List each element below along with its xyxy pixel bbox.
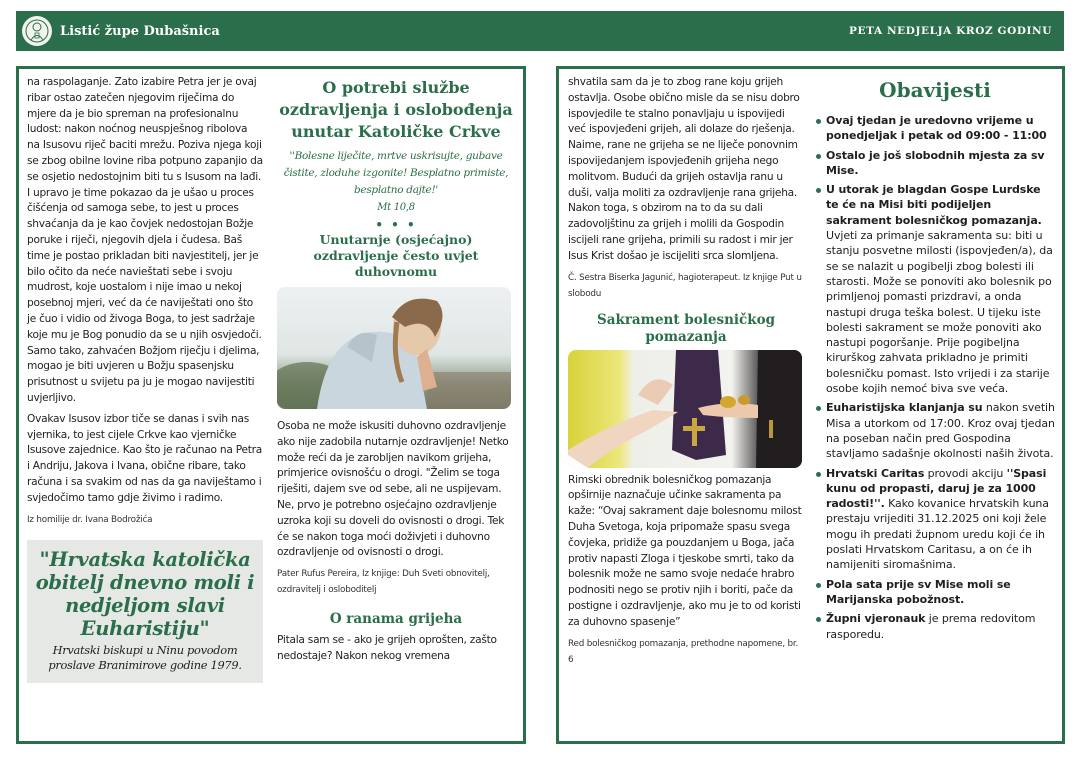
newsletter-header xyxy=(16,11,1064,51)
saint-medallion-icon xyxy=(22,16,52,46)
announcement-item: Ostalo je još slobodnih mjesta za sv Mise. xyxy=(815,148,1055,179)
right-page xyxy=(556,66,1065,744)
inner-healing-text: Osoba ne može iskusiti duhovno ozdravljenje ako nije zadobila nutarnje ozdravljenje! Netko može reći da je zarobljen navikom grijeha, primjerice ovisnošću o drogi. "Želim se toga riješiti, dajem sve od sebe, ali ne uspijevam. Ne, prvo je potrebno osjećajno ozdravljenje uzroka koji su doveli do ovisnosti o drogi. Tek će se nakon toga moći doživjeti i duhovno ozdravljenje od ovisnosti o drogi. xyxy=(277,420,509,559)
anointing-text: Rimski obrednik bolesničkog pomazanja opširnije naznačuje učinke sakramenta pa kaže: “Ovaj sakrament daje bolesnomu milost Duha Svetoga, koja pripomaže spasu svega čovjeka, pridiže ga pouzdanjem u Boga, jača protiv napasti Zloga i tjeskobe smrti, tako da bolesnik može ne samo svoje nedaće hrabro podnositi nego se protiv njih i boriti, pače da postigne i ozdravljenje, ako mu je to od koristi za duhovno spasenje” xyxy=(568,473,802,628)
announcement-item: Župni vjeronauk je prema redovitom rasporedu. xyxy=(815,611,1055,642)
healing-article-title: O potrebi službe ozdravljenja i oslobođenja unutar Katoličke Crkve xyxy=(279,78,513,141)
bible-verse-reference: Mt 10,8 xyxy=(377,202,415,213)
wounds-source: Č. Sestra Biserka Jagunić, hagioterapeut. Iz knjige Put u slobodu xyxy=(568,272,802,299)
bishops-quote-source: Hrvatski biskupi u Ninu povodom proslave Branimirove godine 1979. xyxy=(48,642,242,672)
announcement-item: Ovaj tjedan je uredovno vrijeme u ponedjeljak i petak od 09:00 - 11:00 xyxy=(815,113,1055,144)
bishops-quote-box xyxy=(27,540,263,683)
announcement-item: Hrvatski Caritas provodi akciju ''Spasi kunu od propasti, daruj je za 1000 radosti!''. Kako kovanice hrvatskih kuna prestaju vrijediti 31.12.2025 oni koji žele mogu ih predati župnom uredu koji će ih poslati Hrvatskom Caritasu, a on će ih namijeniti siromašnima. xyxy=(815,466,1055,573)
homily-paragraph-1: na raspolaganje. Zato izabire Petra jer je ovaj ribar ostao zatečen njegovim riječima do mjere da je bio spreman na profesionalnu ludost: nakon noćnog neuspješnog ribolova na Isusovu riječ baciti mrežu. Poziva njega koji se zbog obilne lovine riba potpuno zapanjio da se osjetio nedostojnim biti tu s Isusom na lađi. I upravo je time pokazao da je ušao u proces čišćenja od samoga sebe, to jest u proces shvaćanja da je kao čovjek nedostojan Božje poruke i riječi, njegovih djela i čudesa. Baš time je postao prikladan biti navjestitelj, jer je bilo očito da neće navieštati sebe i svoju mudrost, koje uostalom i nije imao u nekoj posebnoj mjeri, već da će naviještati ono što je čuo i vidio od živoga Boga, to jest sadržaje koje mu je Bog ponudio da se u njih osvjedoči. Samo tako, zahvaćen Božjom riječju i djelima, mogao je biti uvjeren u Božju spasenjsku prisutnost u svijetu pa ju je mogao navijestiti uvjerljivo. xyxy=(27,76,263,404)
bishops-quote: "Hrvatska katolička obitelj dnevno moli i nedjeljom slavi Euharistiju" xyxy=(35,547,255,640)
bible-verse: ''Bolesne liječite, mrtve uskrisujte, gubave čistite, zloduhe izgonite! Besplatno primiste, besplatno dajte!' xyxy=(283,150,509,196)
praying-woman-photo xyxy=(277,287,511,409)
homily-column xyxy=(27,75,263,683)
wounds-continued-column xyxy=(568,75,804,668)
inner-healing-source: Pater Rufus Pereira, Iz knjige: Duh Sveti obnovitelj, ozdravitelj i osloboditelj xyxy=(277,569,490,596)
announcement-item: U utorak je blagdan Gospe Lurdske te će na Misi biti podijeljen sakrament bolesničkog pomazanja. Uvjeti za primanje sakramenta su: biti u stanju posvetne milosti (ispovjeđen/a), da se se nalazit u pogibelji zbog bolesti ili starosti. Može se ponoviti ako bolesnik po primljenoj pomasti prizdravi, a onda nastupi druga teška bolest. U tijeku iste bolesti sakrament se može ponoviti ako nastupi pogoršanje. Prije pogibeljna kirurškog zahvata prikladno je primiti bolesničku pomast. Isto vrijedi i za starije osobe kojih nemoć biva sve veća. xyxy=(815,182,1055,396)
wounds-of-sin-title: O ranama grijeha xyxy=(329,611,463,628)
homily-source: Iz homilije dr. Ivana Bodrožića xyxy=(27,514,153,525)
anointing-sacrament-photo xyxy=(568,350,802,468)
left-page xyxy=(16,66,526,744)
anointing-title: Sakrament bolesničkog pomazanja xyxy=(596,311,776,345)
inner-healing-subtitle: Unutarnje (osjećajno) ozdravljenje često uvjet duhovnomu xyxy=(313,232,479,279)
sunday-label: PETA NEDJELJA KROZ GODINU xyxy=(849,25,1052,37)
announcements-column xyxy=(815,75,1055,646)
announcement-item: Euharistijska klanjanja su nakon svetih Misa a utorkom od 17:00. Kroz ovaj tjedan na poseban način pred Gospodina stavljamo sadašnje okolnosti naših života. xyxy=(815,400,1055,461)
wounds-of-sin-text: Pitala sam se - ako je grijeh oprošten, zašto nedostaje? Nakon nekog vremena xyxy=(277,634,497,662)
wounds-continued-text: shvatila sam da je to zbog rane koju grijeh ostavlja. Osobe obično misle da se nisu dobro ispovjedile te stalno ponavljaju u ispovijedi već ispovjeđeni grijeh, ali dolaze do rješenja. Naime, rane ne grijeha se ne liječe ponovnim ispovijedanjem ispovjeđenih grijeha nego molitvom. Budući da grijeh ostavlja ranu u duši, valja moliti za ozdravljenje rana grijeha. Nakon toga, s obzirom na to da su dali zadovoljštinu za grijeh i molili da Gospodin iscijeli rane grijeha, primili su radost i mir jer Isus Krist došao je iscijeliti srca slomljena. xyxy=(568,76,800,262)
announcement-item: Pola sata prije sv Mise moli se Marijanska pobožnost. xyxy=(815,577,1055,608)
newsletter-title: Listić župe Dubašnica xyxy=(60,23,220,39)
healing-column xyxy=(277,75,515,665)
announcements-title: Obavijesti xyxy=(879,78,991,102)
anointing-source: Red bolesničkog pomazanja, prethodne napomene, br. 6 xyxy=(568,638,799,665)
homily-paragraph-2: Ovakav Isusov izbor tiče se danas i svih nas vjernika, to jest cijele Crkve kao vjerničke Isusove zajednice. Kao što je računao na Petra i Andriju, Jakova i Ivana, obične ribare, tako računa i sa svakim od nas da ga naviještamo i svjedočimo tamo gdje živimo i radimo. xyxy=(27,412,262,504)
separator-dots: • • • xyxy=(375,218,417,232)
announcements-list xyxy=(815,113,1055,642)
